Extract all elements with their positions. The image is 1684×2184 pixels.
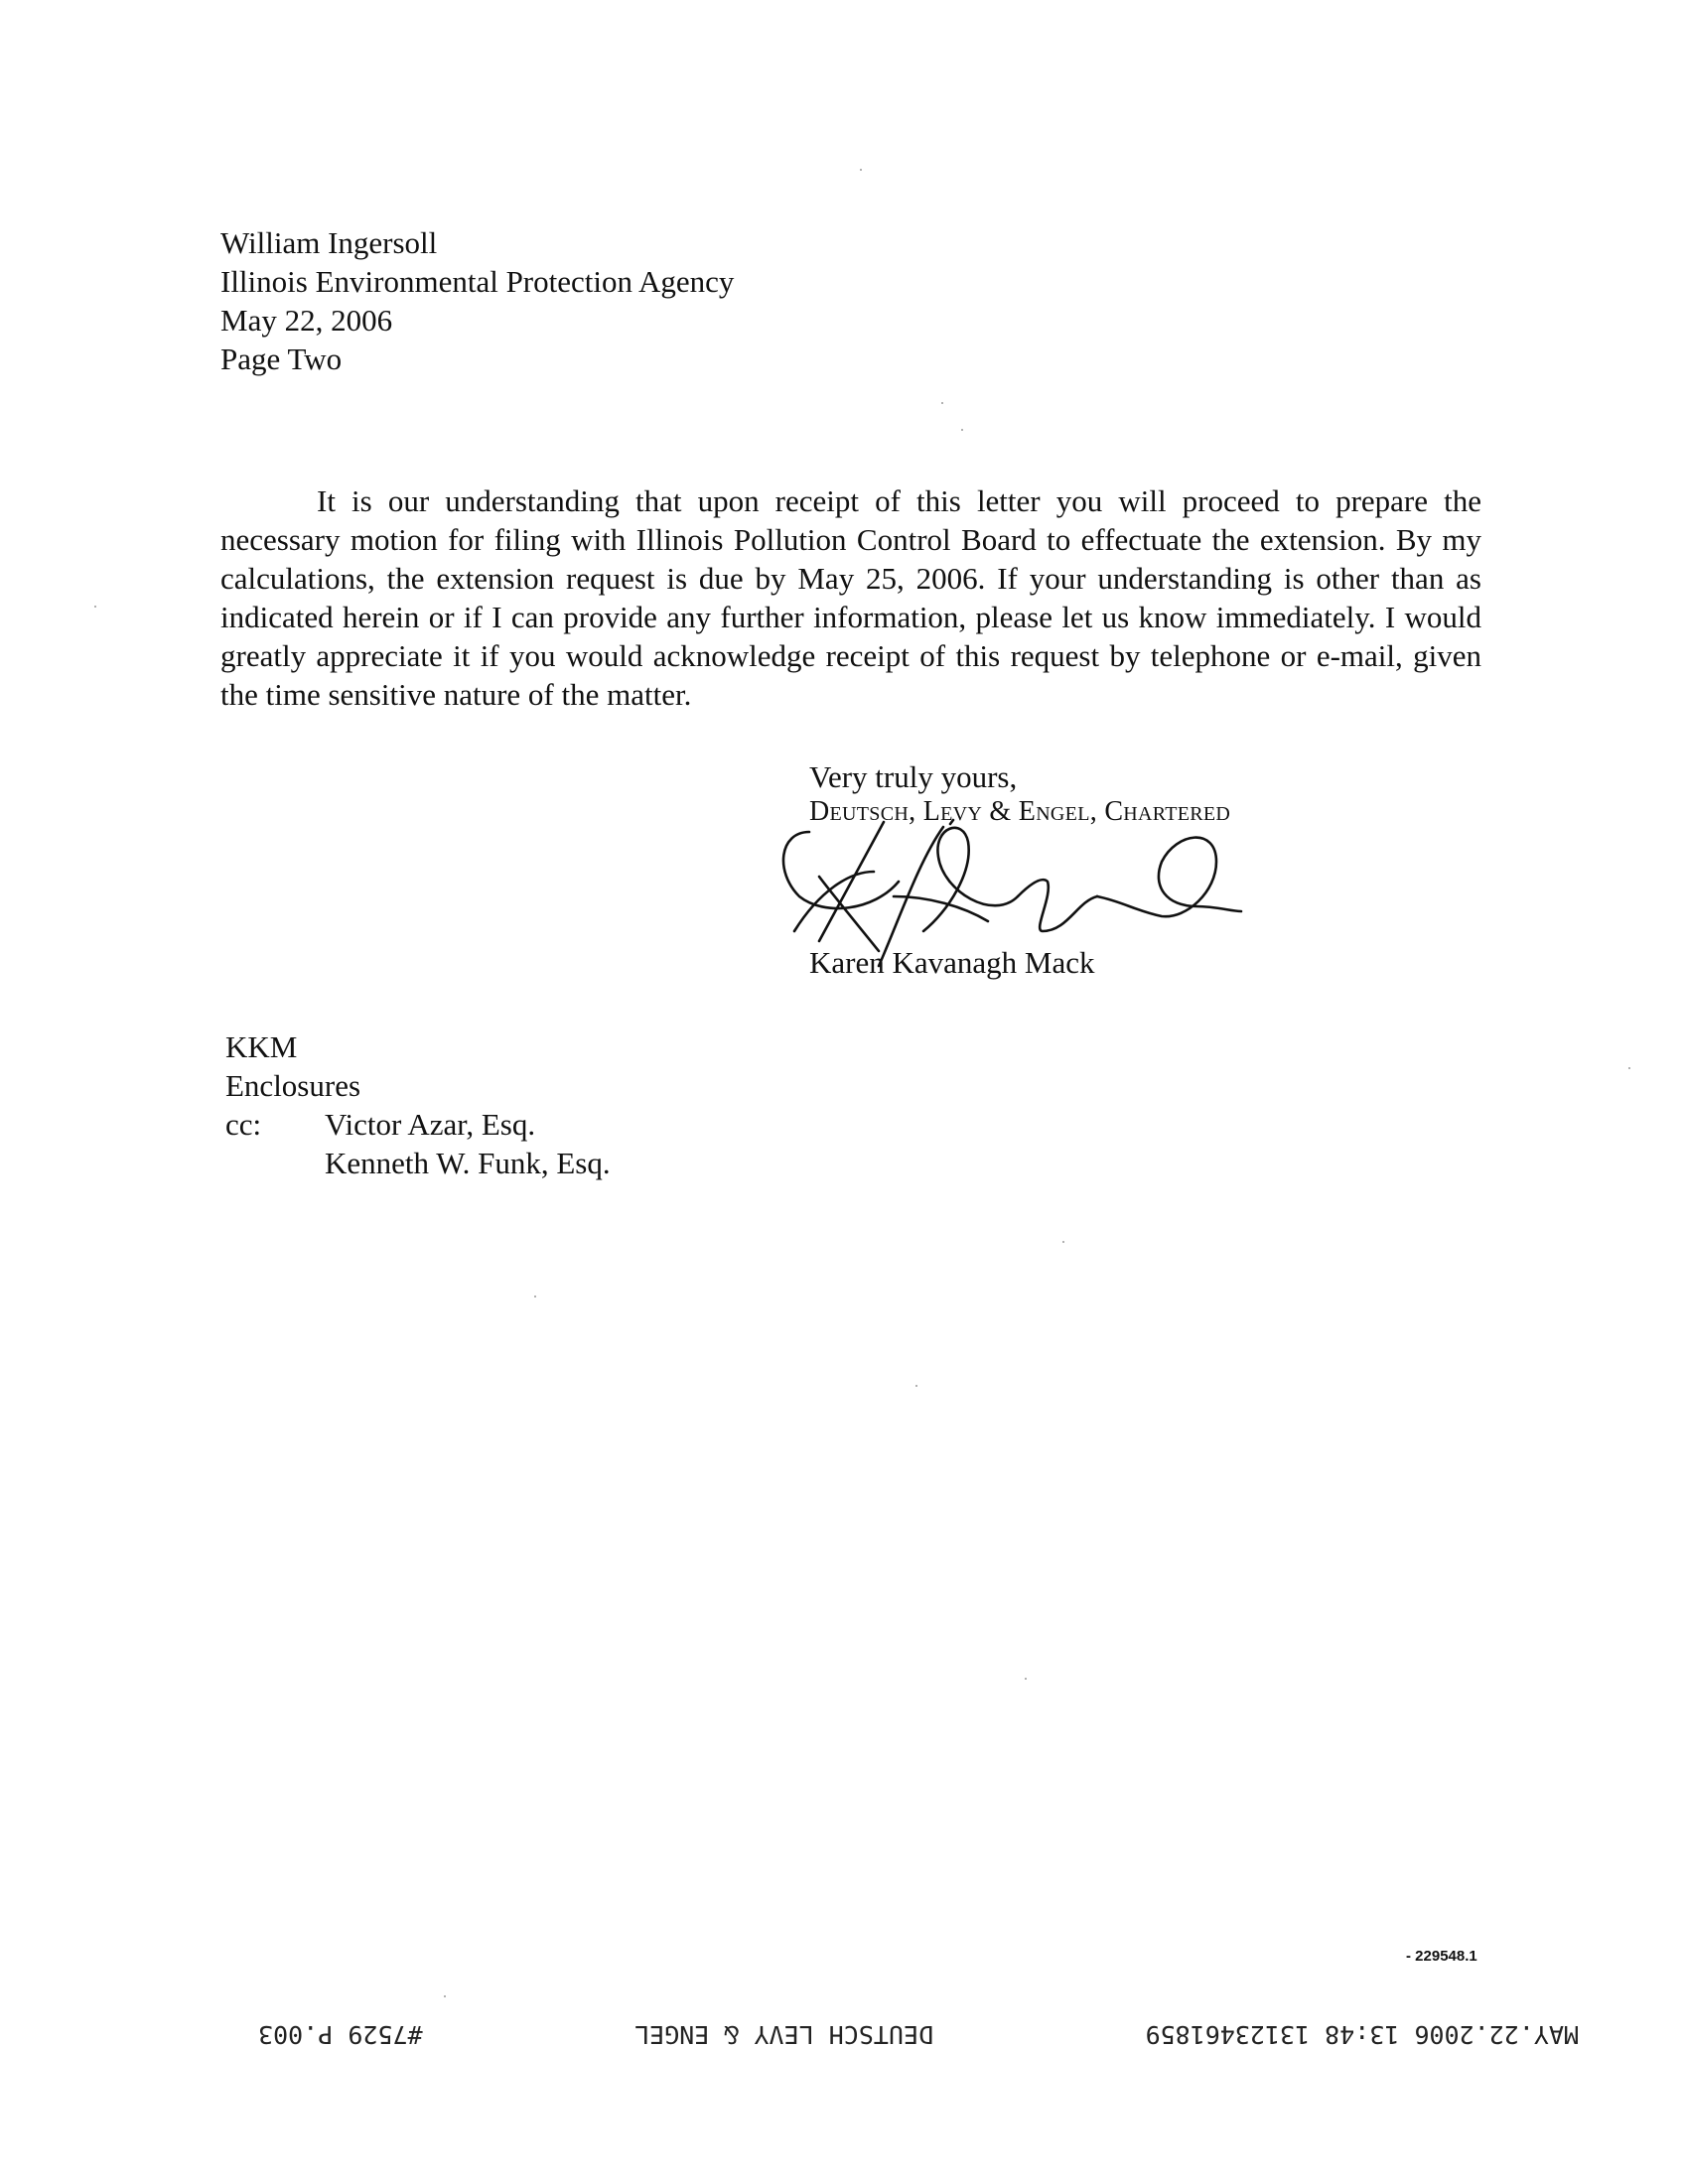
scan-speck [1628,1067,1630,1069]
recipient-name: William Ingersoll [220,225,438,260]
fax-page-info: #7529 P.003 [258,2020,423,2049]
scan-speck [444,1995,446,1997]
signer-name: Karen Kavanagh Mack [809,945,1095,980]
document-number: - 229548.1 [1406,1948,1477,1965]
scan-speck [915,1385,917,1387]
fax-timestamp: MAY.22.2006 13:48 13123461859 [1145,2020,1579,2049]
enclosures-label: Enclosures [225,1068,361,1103]
letter-header [220,223,734,378]
cc-recipient-1: Victor Azar, Esq. [325,1107,536,1142]
firm-name: Deutsch, Levy & Engel, Chartered [809,796,1231,827]
cc-recipient-2: Kenneth W. Funk, Esq. [325,1146,611,1180]
recipient-organization: Illinois Environmental Protection Agency [220,264,735,299]
page-label: Page Two [220,341,343,376]
body-paragraph: It is our understanding that upon receipt of this letter you will proceed to prepare the necessary motion for filing with Illinois Pollution Control Board to effectuate the extension. By my calculations, the extension request is due by May 25, 2006. If your understanding is other than as indicated herein or if I can provide any further information, please let us know immediately. I would greatly appreciate it if you would acknowledge receipt of this request by telephone or e-mail, given the time sensitive nature of the matter. [220,483,1481,712]
cc-row [225,1105,611,1144]
scan-speck [1025,1678,1027,1680]
letter-footer [225,1027,611,1182]
scan-speck [94,606,96,608]
fax-sender: DEUTSCH LEVY & ENGEL [634,2020,934,2049]
scan-speck [961,429,963,431]
scan-speck [941,402,943,404]
closing-salutation: Very truly yours, [809,759,1018,794]
fax-header-line [258,2020,1579,2049]
letter-date: May 22, 2006 [220,303,393,338]
initials: KKM [225,1029,298,1064]
scan-speck [1062,1241,1064,1243]
scan-speck [534,1296,536,1297]
cc-label: cc: [225,1107,262,1142]
scan-speck [860,169,862,171]
